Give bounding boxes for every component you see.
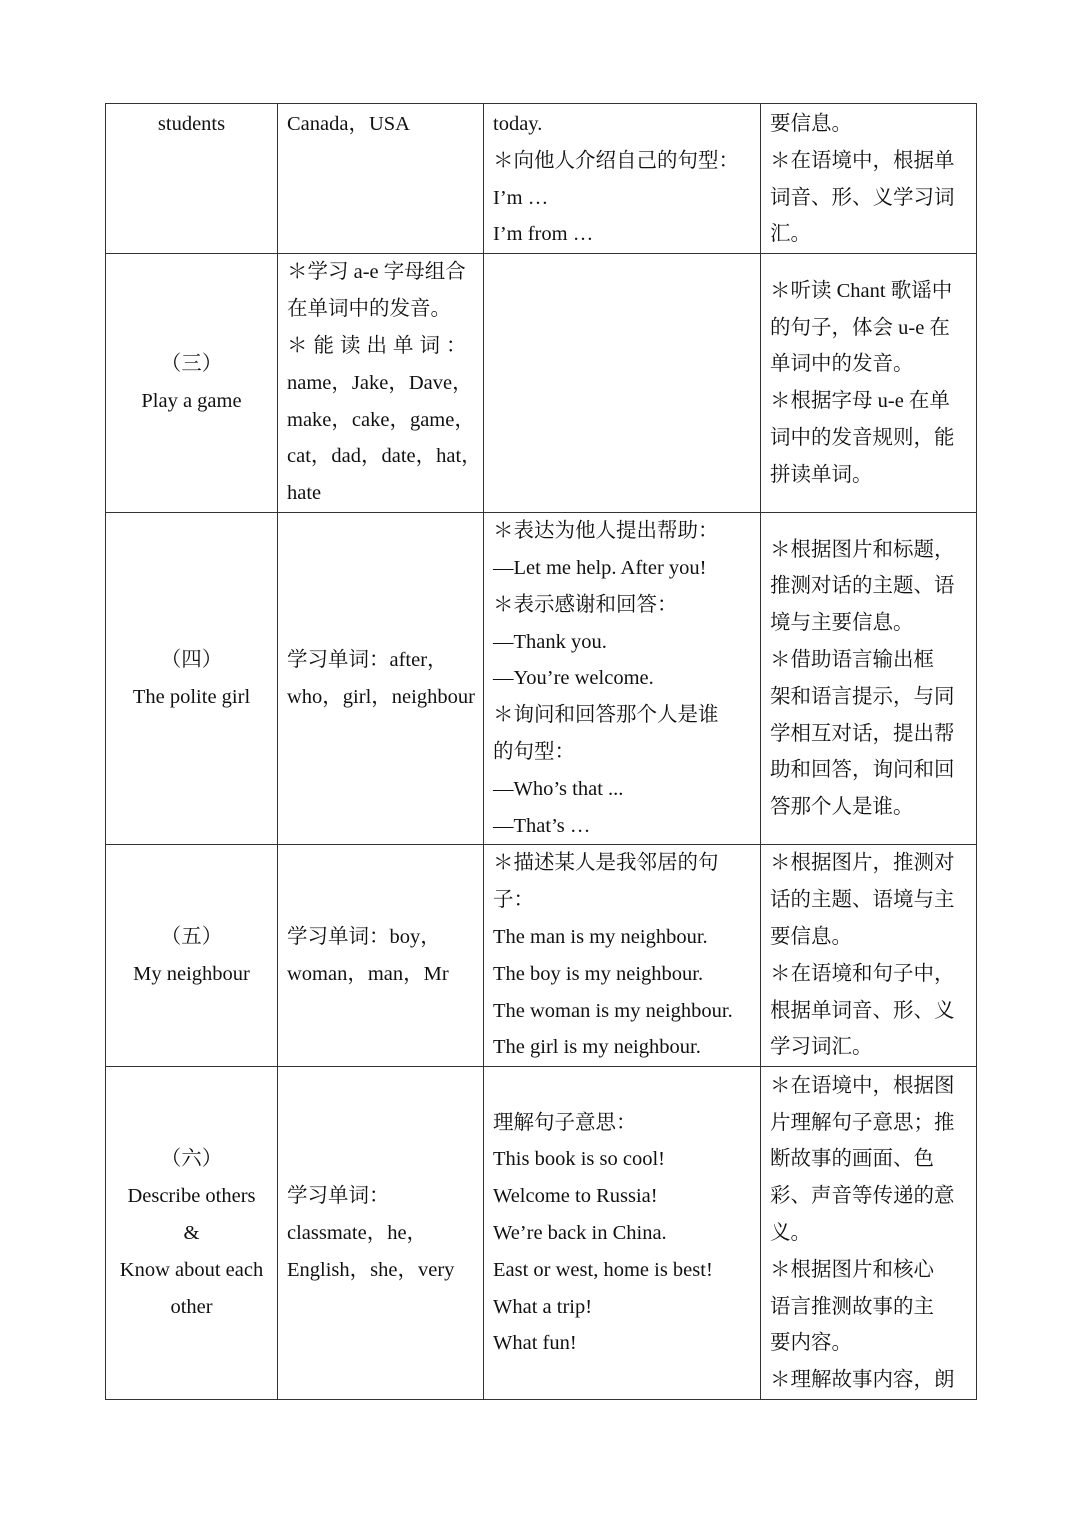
table-row xyxy=(106,513,977,845)
goal-line: 的句子，体会 u-e 在 xyxy=(770,316,950,339)
goals-cell xyxy=(761,104,977,254)
goal-line: 要信息。 xyxy=(770,113,852,135)
table-row xyxy=(106,254,977,513)
sentence-line: ＊描述某人是我邻居的句 xyxy=(493,852,719,875)
table-row xyxy=(106,1067,977,1400)
goal-line: 话的主题、语境与主 xyxy=(770,889,955,912)
goal-line: 学相互对话，提出帮 xyxy=(770,722,955,745)
goal-line: ＊在语境和句子中， xyxy=(770,962,955,985)
goal-line: ＊根据字母 u-e 在单 xyxy=(770,390,950,413)
goal-line: ＊根据图片和标题， xyxy=(770,538,955,561)
sentence-line: ＊向他人介绍自己的句型： xyxy=(493,149,739,172)
goal-line: ＊根据图片，推测对 xyxy=(770,852,955,875)
sentence-line: 理解句子意思： xyxy=(493,1111,637,1134)
vocab-cell xyxy=(278,104,484,254)
goal-line: 境与主要信息。 xyxy=(770,612,914,635)
goal-line: ＊在语境中，根据单 xyxy=(770,149,955,172)
goal-line: 学习词汇。 xyxy=(770,1036,873,1059)
vocab-cell xyxy=(278,845,484,1067)
sentence-line: 的句型： xyxy=(493,740,575,763)
table-row xyxy=(106,845,977,1067)
vocab-line: classmate，he， xyxy=(287,1221,428,1244)
sentence-line: Welcome to Russia! xyxy=(493,1185,658,1208)
sentence-line: today. xyxy=(493,113,543,135)
goal-line: ＊根据图片和核心 xyxy=(770,1258,934,1281)
lesson-plan-table xyxy=(105,103,977,1400)
vocab-line: 学习单词：boy， xyxy=(287,926,441,949)
unit-line: students xyxy=(157,113,226,135)
goal-line: 词中的发音规则，能 xyxy=(770,426,955,449)
unit-line: Know about each xyxy=(119,1258,264,1281)
sentences-cell xyxy=(484,104,761,254)
unit-line: （三） xyxy=(160,353,223,376)
unit-line: The polite girl xyxy=(132,685,251,708)
sentence-line: —You’re welcome. xyxy=(493,667,654,690)
goal-line: ＊借助语言输出框 xyxy=(770,648,934,671)
goal-line: ＊在语境中，根据图 xyxy=(770,1074,955,1097)
vocab-line: Canada，USA xyxy=(287,113,410,135)
sentence-line: What a trip! xyxy=(493,1295,593,1318)
vocab-line: 在单词中的发音。 xyxy=(287,298,451,321)
sentence-line: I’m … xyxy=(493,186,549,209)
sentence-line: ＊表示感谢和回答： xyxy=(493,593,678,616)
unit-cell xyxy=(106,254,278,513)
vocab-cell xyxy=(278,1067,484,1400)
goal-line: ＊听读 Chant 歌谣中 xyxy=(770,279,953,302)
sentence-line: The man is my neighbour. xyxy=(493,926,708,949)
unit-line: （六） xyxy=(160,1148,223,1171)
sentences-cell xyxy=(484,513,761,845)
unit-line: & xyxy=(183,1221,200,1244)
goal-line: 要信息。 xyxy=(770,926,852,949)
unit-line: Describe others xyxy=(127,1185,256,1208)
goal-line: 架和语言提示，与同 xyxy=(770,685,955,708)
goal-line: 语言推测故事的主 xyxy=(770,1295,934,1318)
unit-line: （五） xyxy=(160,926,223,949)
vocab-line: 学习单词： xyxy=(287,1185,390,1208)
unit-line: My neighbour xyxy=(133,962,250,985)
unit-cell xyxy=(106,104,278,254)
sentence-line: The girl is my neighbour. xyxy=(493,1036,701,1059)
sentences-cell xyxy=(484,845,761,1067)
vocab-line: make，cake，game， xyxy=(287,408,475,431)
vocab-line: name，Jake，Dave， xyxy=(287,371,473,394)
goal-line: ＊理解故事内容，朗 xyxy=(770,1369,955,1392)
sentence-line: I’m from … xyxy=(493,223,594,246)
goals-cell xyxy=(761,1067,977,1400)
vocab-line: cat，dad，date，hat， xyxy=(287,445,482,468)
goal-line: 推测对话的主题、语 xyxy=(770,575,955,598)
vocab-cell xyxy=(278,254,484,513)
unit-line: other xyxy=(170,1295,213,1318)
unit-cell xyxy=(106,845,278,1067)
unit-line: Play a game xyxy=(141,390,242,413)
goal-line: 汇。 xyxy=(770,223,811,246)
sentence-line: The woman is my neighbour. xyxy=(493,999,733,1022)
unit-line: （四） xyxy=(160,648,223,671)
goal-line: 答那个人是谁。 xyxy=(770,796,914,819)
goals-cell xyxy=(761,845,977,1067)
goal-line: 根据单词音、形、义 xyxy=(770,999,955,1022)
sentence-line: We’re back in China. xyxy=(493,1221,667,1244)
goal-line: 拼读单词。 xyxy=(770,463,873,486)
sentence-line: East or west, home is best! xyxy=(493,1258,713,1281)
sentence-line: This book is so cool! xyxy=(493,1148,665,1171)
sentence-line: —Let me help. After you! xyxy=(493,556,707,579)
unit-cell xyxy=(106,1067,278,1400)
goal-line: 彩、声音等传递的意 xyxy=(770,1185,955,1208)
vocab-line: English，she，very xyxy=(287,1258,455,1281)
sentence-line: The boy is my neighbour. xyxy=(493,962,704,985)
goal-line: 助和回答，询问和回 xyxy=(770,759,955,782)
sentences-cell xyxy=(484,1067,761,1400)
goals-cell xyxy=(761,513,977,845)
goal-line: 单词中的发音。 xyxy=(770,353,914,376)
sentences-cell xyxy=(484,254,761,513)
sentence-line: What fun! xyxy=(493,1332,577,1355)
sentence-line: —Thank you. xyxy=(493,630,607,653)
goal-line: 义。 xyxy=(770,1221,811,1244)
vocab-line: hate xyxy=(287,482,322,505)
sentence-line: ＊表达为他人提出帮助： xyxy=(493,520,719,543)
sentence-line: —Who’s that ... xyxy=(493,777,624,800)
vocab-line: ＊学习 a-e 字母组合 xyxy=(287,261,466,284)
goal-line: 要内容。 xyxy=(770,1332,852,1355)
vocab-line: woman，man，Mr xyxy=(287,962,449,985)
goal-line: 片理解句子意思；推 xyxy=(770,1111,955,1134)
vocab-cell xyxy=(278,513,484,845)
table-row xyxy=(106,104,977,254)
sentence-line: —That’s … xyxy=(493,814,591,837)
vocab-line: ＊能读出单词： xyxy=(287,334,473,357)
goal-line: 断故事的画面、色 xyxy=(770,1148,934,1171)
goals-cell xyxy=(761,254,977,513)
vocab-line: 学习单词：after， xyxy=(287,648,448,671)
sentence-line: 子： xyxy=(493,889,534,912)
goal-line: 词音、形、义学习词 xyxy=(770,186,955,209)
unit-cell xyxy=(106,513,278,845)
vocab-line: who，girl，neighbour xyxy=(287,685,475,708)
sentence-line: ＊询问和回答那个人是谁 xyxy=(493,704,719,727)
